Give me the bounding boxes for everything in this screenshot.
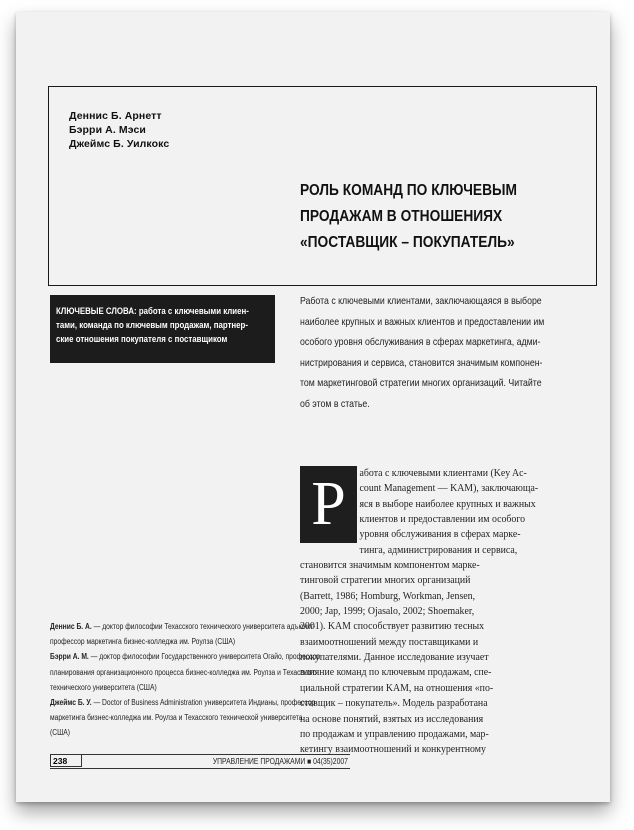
title-line: «ПОСТАВЩИК – ПОКУПАТЕЛЬ»: [300, 234, 515, 251]
body-line: на основе понятий, взятых из исследования: [300, 713, 484, 725]
title-line: РОЛЬ КОМАНД ПО КЛЮЧЕВЫМ: [300, 182, 517, 199]
body-line: кетингу взаимоотношений и конкурентному: [300, 744, 486, 756]
body-line: циальной стратегии KAM, на отношения «по-: [300, 682, 494, 694]
bio-line: технического университета (США): [50, 682, 157, 692]
lead-line: Работа с ключевыми клиентами, заключающаяся в выборе: [300, 296, 542, 307]
keywords-line: тами, команда по ключевым продажам, партнер-: [56, 320, 248, 331]
bio-line: (США): [50, 728, 70, 738]
bio-author-name: Деннис Б. А.: [50, 622, 92, 631]
bio-line: Деннис Б. А. — доктор философии Техасского технического университета адъюнкт-: [50, 622, 316, 631]
bio-line: Джеймс Б. У. — Doctor of Business Administration университета Индианы, профессор: [50, 698, 316, 708]
author-name: Бэрри А. Мэси: [69, 124, 146, 136]
body-line: 2000; Jap, 1999; Ojasalo, 2002; Shoemaker,: [300, 606, 475, 618]
body-line: (Barrett, 1986; Homburg, Workman, Jensen,: [300, 590, 476, 602]
bio-line: планирования организационного процесса бизнес-колледжа им. Роулза и Техасского: [50, 667, 317, 677]
bio-line: профессор маркетинга бизнес-колледжа им. Роулза (США): [50, 637, 236, 647]
body-line: влияние команд по ключевым продажам, спе-: [300, 667, 492, 679]
body-line: 2001). KAM способствует развитию тесных: [300, 621, 485, 633]
author-bios: [50, 619, 352, 741]
body-line: тинга, администрирования и сервиса,: [359, 544, 518, 556]
body-line: покупателями. Данное исследование изучает: [300, 652, 489, 664]
magazine-page: [16, 12, 610, 802]
keywords-box: [50, 295, 275, 363]
bio-line: Бэрри А. М. — доктор философии Государственного университета Огайо, профессор: [50, 652, 321, 662]
bio-line: маркетинга бизнес-колледжа им. Роулза и Техасского технической университета: [50, 713, 303, 723]
body-line: клиентов и предоставлении им особого: [359, 514, 526, 526]
article-title: [300, 178, 549, 256]
lead-line: наиболее крупных и важных клиентов и предоставлении им: [300, 316, 545, 328]
body-line: тинговой стратегии многих организаций: [300, 575, 471, 587]
page-footer: [50, 754, 350, 769]
keywords-line: ские отношения покупателя с поставщиком: [56, 334, 228, 345]
author-name: Деннис Б. Арнетт: [69, 110, 162, 122]
title-line: ПРОДАЖАМ В ОТНОШЕНИЯХ: [300, 208, 503, 225]
lead-line: об этом в статье.: [300, 398, 370, 410]
bio-author-name: Джеймс Б. У.: [50, 698, 92, 708]
keywords-line: КЛЮЧЕВЫЕ СЛОВА: работа с ключевыми клиен-: [56, 306, 249, 317]
lead-line: особого уровня обслуживания в сферах маркетинга, адми-: [300, 337, 541, 348]
page-number: 238: [50, 754, 82, 767]
lead-line: нистрирования и сервиса, становится значимым компонен-: [300, 357, 543, 369]
journal-info: УПРАВЛЕНИЕ ПРОДАЖАМИ ■ 04(35)2007: [212, 757, 348, 766]
body-line: взаимоотношений между поставщиками и: [300, 636, 479, 648]
article-lead: [300, 292, 589, 415]
body-line: ставщик – покупатель». Модель разработана: [300, 698, 488, 710]
drop-cap: Р: [300, 466, 357, 543]
body-line: яся в выборе наиболее крупных и важных: [359, 498, 536, 510]
author-name: Джеймс Б. Уилкокс: [69, 138, 170, 150]
body-line: абота с ключевыми клиентами (Key Ac-: [359, 468, 527, 479]
body-line: уровня обслуживания в сферах марке-: [359, 529, 521, 541]
bio-author-name: Бэрри А. М.: [50, 652, 89, 662]
body-line: по продажам и управлению продажами, мар-: [300, 728, 489, 740]
body-line: count Management — KAM), заключающа-: [359, 483, 539, 495]
lead-line: том маркетинговой стратегии многих организаций. Читайте: [300, 378, 542, 389]
body-line: становится значимым компонентом марке-: [300, 560, 480, 572]
